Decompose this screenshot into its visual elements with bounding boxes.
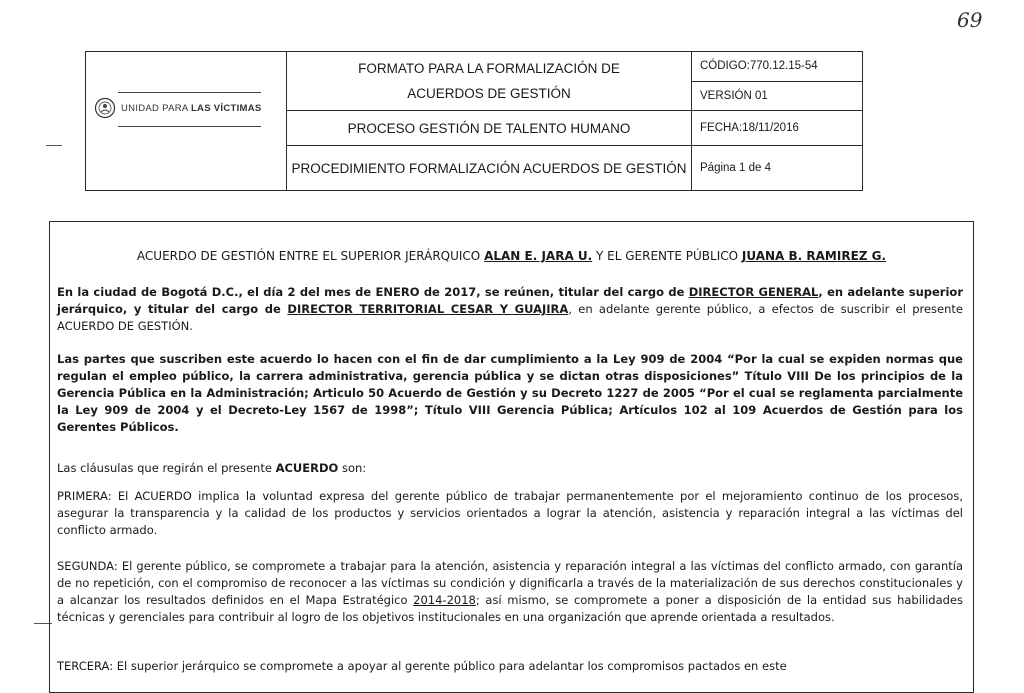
clause-segunda: SEGUNDA: El gerente público, se compromete a trabajar para la atención, asistencia y reparación integral a las víctimas del conflicto armado, con garantía de no repetición, con el compromiso de reconocer a las víctimas su condición y dignificarla a través de la materialización de sus derechos constitucionales y a alcanzar los resultados definidos en el Mapa Estratégico 2014-2018; así mismo, se compromete a poner a disposición de la entidad sus habilidades técnicas y gerenciales para contribuir al logro de los objetivos institucionales en una organización que aprende orientada a resultados. xyxy=(57,559,964,624)
legal-basis-paragraph: Las partes que suscriben este acuerdo lo hacen con el fin de dar cumplimiento a la Ley 909 de 2004 “Por la cual se expiden normas que regulan el empleo público, la carrera administrativa, gerencia pública y se dictan otras disposiciones” Título VIII De los principios de la Gerencia Pública en la Administración; Articulo 50 Acuerdo de Gestión y su Decreto 1227 de 2005 “Por el cual se reglamenta parcialmente la Ley 909 de 2004 y el Decreto-Ley 1567 de 1998”; Título VIII Gerencia Pública; Artículos 102 al 109 Acuerdos de Gestión para los Gerentes Públicos. xyxy=(57,352,963,434)
process-cell: PROCESO GESTIÓN DE TALENTO HUMANO xyxy=(287,111,692,146)
manager-name: JUANA B. RAMIREZ G. xyxy=(741,249,887,263)
clause-primera: PRIMERA: El ACUERDO implica la voluntad expresa del gerente público de trabajar permanentemente por el mejoramiento continuo de los procesos, asegurar la transparencia y la calidad de los productos y servicios orientados a lograr la atención, asistencia y reparación integral a las víctimas del conflicto armado. xyxy=(57,489,963,537)
opening-paragraph: En la ciudad de Bogotá D.C., el día 2 del mes de ENERO de 2017, se reúnen, titular del cargo de DIRECTOR GENERAL, en adelante superior jerárquico, y titular del cargo de DIRECTOR TERRITORIAL CESAR Y GUAJIRA, en adelante gerente público, a efectos de suscribir el presente ACUERDO DE GESTIÓN. xyxy=(57,285,963,333)
code-cell: CÓDIGO:770.12.15-54 xyxy=(692,52,863,82)
format-title-line-2: ACUERDOS DE GESTIÓN xyxy=(407,86,571,101)
page-cell: Página 1 de 4 xyxy=(692,146,863,191)
logo-rule xyxy=(118,92,261,93)
document-header-table xyxy=(85,51,863,191)
procedure-cell: PROCEDIMIENTO FORMALIZACIÓN ACUERDOS DE GESTIÓN xyxy=(287,146,692,191)
agreement-title: ACUERDO DE GESTIÓN ENTRE EL SUPERIOR JERÁRQUICO ALAN E. JARA U. Y EL GERENTE PÚBLICO JUANA B. RAMIREZ G. xyxy=(136,249,887,263)
agreement-body xyxy=(49,221,974,693)
agency-seal-icon xyxy=(94,97,116,119)
logo-text: UNIDAD PARA LAS VÍCTIMAS xyxy=(121,102,262,114)
agency-logo xyxy=(94,97,262,119)
logo-rule xyxy=(118,126,261,127)
clause-tercera: TERCERA: El superior jerárquico se compromete a apoyar al gerente público para adelantar los compromisos pactados en este xyxy=(57,659,787,673)
date-cell: FECHA:18/11/2016 xyxy=(692,111,863,146)
superior-name: ALAN E. JARA U. xyxy=(484,249,593,263)
margin-mark xyxy=(46,145,62,146)
version-cell: VERSIÓN 01 xyxy=(692,81,863,111)
logo-cell xyxy=(86,52,287,191)
handwritten-page-number: 69 xyxy=(957,8,983,32)
clauses-intro: Las cláusulas que regirán el presente ACUERDO son: xyxy=(57,461,367,475)
format-title-cell xyxy=(287,52,692,111)
format-title-line-1: FORMATO PARA LA FORMALIZACIÓN DE xyxy=(358,61,620,76)
